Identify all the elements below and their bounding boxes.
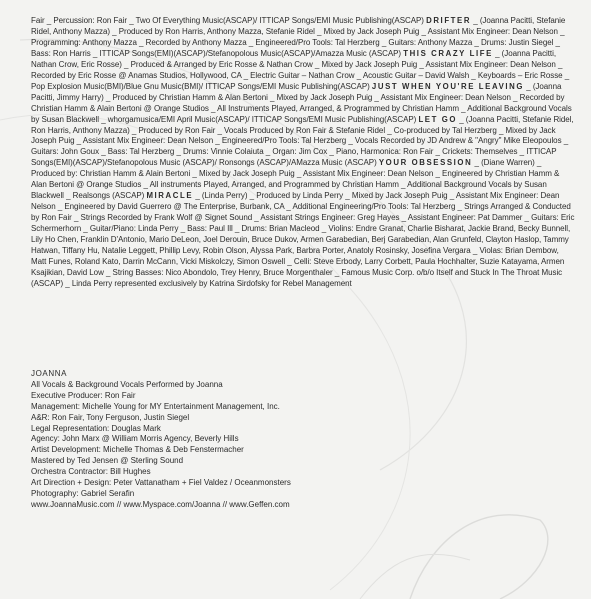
song-title-drifter: DRIFTER [426,16,472,25]
credits-drifter: _ (Joanna Pacitti, Stefanie Ridel, Anthony Mazza) _ Produced by Ron Harris, Anthony Mazza, Stefanie Ridel _ Mixed by Jack Joseph Puig _ Assistant Mix Engineer: Dean Nelson _ Programming: Anthony Mazza _ Recorded by Anthony Mazza _ Engineered/Pro Tools: Tal Herzberg _ Guitars: Anthony Mazza _ Drums: Justin Siegel _ Bass: Ron Harris _ ITTICAP Songs(EMI)(ASCAP)/Stefanopolous Music(ASCAP)/Amazza Music (ASCAP) [31,16,566,58]
credits-your-obsession: _ (Diane Warren) _ Produced by: Christian Hamm & Alain Bertoni _ Mixed by Jack Joseph Puig _ Assistant Mix Engineer: Dean Nelson _ Engineered by Christian Hamm & Alan Bertoni @ Orange Studios _ All instruments Played, Arranged, and Programmed by Christian Hamm _ Additional Background Vocals by Susan Blackwell _ Realsongs (ASCAP) [31,158,560,201]
credit-line: Management: Michelle Young for MY Entertainment Management, Inc. [31,401,280,411]
credit-line: Agency: John Marx @ William Morris Agency, Beverly Hills [31,434,239,444]
song-credits-block [31,16,576,290]
credit-line: Photography: Gabriel Serafin [31,488,135,498]
credits-this-crazy-life: _ (Joanna Pacitti, Nathan Crow, Eric Rosse) _ Produced & Arranged by Eric Rosse & Nathan Crow _ Mixed by Jack Joseph Puig _ Assistant Mix Engineer: Dean Nelson _ Recorded by Eric Rosse @ Anamas Studios, Hollywood, CA _ Electric Guitar – Nathan Crow _ Acoustic Guitar – David Walsh _ Keyboards – Eric Rosse _ Pop Explosion Music(BMI)/Blue Gnu Music(BMI)/ ITTICAP Songs/EMI Music Publishing(ASCAP) [31,48,570,91]
credit-line: Art Direction + Design: Peter Vattanatham + Fiel Valdez / Oceanmonsters [31,478,291,488]
credit-line: Legal Representation: Douglas Mark [31,423,161,433]
credit-line: All Vocals & Background Vocals Performed by Joanna [31,379,223,389]
artist-heading: JOANNA [31,369,68,378]
credit-line: A&R: Ron Fair, Tony Ferguson, Justin Siegel [31,412,190,422]
song-title-miracle: MIRACLE [146,191,194,201]
credit-line: Orchestra Contractor: Bill Hughes [31,467,151,477]
credit-line: Executive Producer: Ron Fair [31,390,136,400]
credits-intro: Fair _ Percussion: Ron Fair _ Two Of Everything Music(ASCAP)/ ITTICAP Songs/EMI Music Publishing(ASCAP) [31,16,427,25]
song-title-let-go: LET GO [418,114,458,124]
credit-line: Mastered by Ted Jensen @ Sterling Sound [31,456,184,466]
song-title-your-obsession: YOUR OBSESSION [378,158,473,168]
song-title-just-when-youre-leaving: JUST WHEN YOU'RE LEAVING [371,81,525,91]
song-title-this-crazy-life: THIS CRAZY LIFE [403,48,493,58]
credits-just-when-youre-leaving: _ (Joanna Pacitti, Jimmy Harry) _ Produced by Christian Hamm & Alan Bertoni _ Mixed by Jack Joseph Puig _ Assistant Mix Engineer: Dean Nelson _ Recorded by Christian Hamm & Alain Bertoni @ Orange Studios _ All Instruments Played, Arranged, & Programmed by Christian Hamm _ Additional Background Vocals by Susan Blackwell _ whorgamusica/EMI April Music(ASCAP)/ ITTICAP Songs/EMI Music Publishing(ASCAP) [31,81,572,124]
artist-credits-block [31,369,571,511]
credits-miracle: _ (Linda Perry) _ Produced by Linda Perry _ Mixed by Jack Joseph Puig _ Assistant Mix Engineer: Dean Nelson _ Engineered by David Guerrero @ The Enterprise, Burbank, CA _ Additional Engineering/Pro Tools: Tal Herzberg _ Strings Arranged & Conducted by Ron Fair _ Strings Recorded by Frank Wolf @ Signet Sound _ Assistant Strings Engineer: Greg Hayes _ Assistant Engineer: Pat Dammer _ Guitars: Eric Schermerhorn _ Guitar/Piano: Linda Perry _ Bass: Paul Ill _ Drums: Brian Macleod _ Violins: Endre Granat, Charlie Bisharat, Jackie Brand, Becky Bunnell, Lily Ho Chen, Franklin D'Antonio, Mario DeLeon, Joel Derouin, Bruce Dukov, Armen Garabedian, Berj Garabedian, Alan Grunfeld, Clayton Haslop, Tammy Hatwan, Tiffany Hu, Natalie Leggett, Phillip Levy, Robin Olson, Alyssa Park, Barbra Porter, Anatoly Rosinsky, Josefina Vergara _ Violas: Brian Dembow, Matt Funes, Roland Kato, Darrin McCann, Vicki Miskolczy, Simon Oswell _ Celli: Steve Erbody, Larry Corbett, Paula Hochhalter, Suzie Katayama, Armen Ksajikian, David Low _ String Basses: Nico Abondolo, Trey Henry, Bruce Morgenthaler _ Famous Music Corp. o/b/o Itself and Stuck In The Throat Music (ASCAP) _ Linda Perry represented exclusively by Katrina Sirdofsky for Rebel Management [31,191,575,288]
credit-line: Artist Development: Michelle Thomas & Deb Fenstermacher [31,445,244,455]
credits-let-go: _ (Joanna Pacitti, Stefanie Ridel, Ron Harris, Anthony Mazza) _ Produced by Ron Fair _ Vocals Produced by Ron Fair & Stefanie Ridel _ Co-produced by Tal Herzberg _ Mixed by Jack Joseph Puig _ Assistant Mix Engineer: Dean Nelson _ Engineered/Pro Tools: Tal Herzberg _ Vocals Recorded by JD Andrew & "Angry" Mike Eleopoulos _ Guitars: John Goux _ Bass: Tal Herzberg _ Drums: Vinnie Colaiuta _ Organ: Jim Cox _ Piano, Harmonica: Ron Fair _ Crickets: Themselves _ ITTICAP Songs(EMI)(ASCAP)/Stefanopolous Music (ASCAP)/ Ronsongs (ASCAP)/AMazza Music (ASCAP) [31,114,574,168]
website-links: www.JoannaMusic.com // www.Myspace.com/Joanna // www.Geffen.com [31,499,290,509]
